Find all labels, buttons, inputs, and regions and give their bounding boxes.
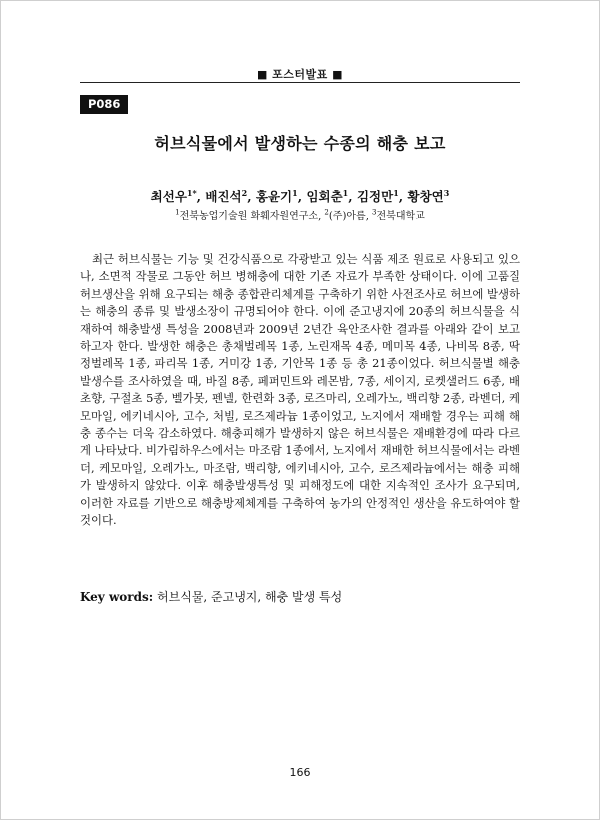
affil-mark: 2 [324,208,329,217]
section-label: ■ 포스터발표 ■ [256,68,344,81]
keywords-line [80,588,520,605]
author-name: 황창연 [407,189,444,204]
affil-mark: 1 [175,208,180,217]
author-affil-mark: 2 [241,187,248,198]
affiliation: (주)아름 [328,211,366,222]
page-number: 166 [289,766,311,779]
paper-title: 허브식물에서 발생하는 수종의 해충 보고 [154,134,446,153]
author-affil-mark: 1 [342,187,349,198]
affiliation-list: $^1$전북농업기술원 화훼자원연구소, $^2$(주)아름, $^3$전북대학교 [175,208,425,222]
author-name: 임회춘 [306,189,343,204]
author-list: 최선우$^{1*}$, 배진석$^2$, 홍윤기$^1$, 임회춘$^1$, 김정만$^1$, 황창연$^3$ [150,187,450,204]
author-name: 홍윤기 [255,189,293,204]
affiliation: 전북대학교 [376,211,425,222]
affil-mark: 3 [372,208,377,217]
author-affil-mark: 1* [186,187,197,198]
author-affil-mark: 1 [292,187,298,198]
affiliation: 전북농업기술원 화훼자원연구소 [179,211,319,222]
keywords-text: 허브식물, 준고냉지, 해충 발생 특성 [157,590,343,604]
abstract-body: 최근 허브식물는 기능 및 건강식품으로 각광받고 있는 식품 제조 원료로 사용되고 있으나, 소면적 작물로 그동안 허브 병해충에 대한 기존 자료가 부족한 상태이다. 이에 고품질 허브생산을 위해 요구되는 해충 종합관리체계를 구축하기 위한 사전조사로 허브에 발생하는 해충의 종류 및 발생소장이 규명되어야 한다. 이에 준고냉지에 20종의 허브식물을 식재하여 해충발생 특성을 2008년과 2009년 2년간 육안조사한 결과를 아래와 같이 보고하고자 한다. 발생한 해충은 총채벌레목 1종, 노린재목 4종, 메미목 4종, 나비목 8종, 딱정벌레목 1종, 파리목 1종, 거미강 1종, 기안목 1종 등 총 21종이었다. 허브식물별 해충발생수를 조사하였을 때, 바질 8종, 페퍼민트와 레몬밤, 7종, 세이지, 로켓샐러드 6종, 배초향, 구절초 5종, 벨가못, 펜넬, 한련화 3종, 로즈마리, 오레가노, 백리향 2종, 라벤더, 케모마일, 에키네시아, 고수, 처빌, 로즈제라늄 1종이었고, 노지에서 재배할 경우는 피해 해충 종수는 더욱 감소하였다. 해충피해가 발생하지 않은 허브식물은 재배환경에 따라 다르게 나타났다. 비가림하우스에서는 마조람 1종에서, 노지에서 재배한 허브식물에서는 라벤더, 케모마일, 오레가노, 마조람, 백리향, 에키네시아, 고수, 로즈제라늄에서는 해충 피해가 발생하지 않았다. 이후 해충발생특성 및 피해정도에 대한 지속적인 조사가 요구되며, 이러한 자료를 기반으로 해충방제체계를 구축하여 농가의 안정적인 생산을 유도하여야 할 것이다. [80,252,520,528]
author-name: 김정만 [356,189,394,204]
header-rule [80,82,520,83]
author-affil-mark: 1 [393,187,399,198]
poster-id-badge: P086 [80,95,128,114]
author-name: 배진석 [205,189,242,204]
author-name: 최선우 [150,189,187,204]
keywords-label: Key words: [80,590,154,604]
author-affil-mark: 3 [443,187,450,198]
